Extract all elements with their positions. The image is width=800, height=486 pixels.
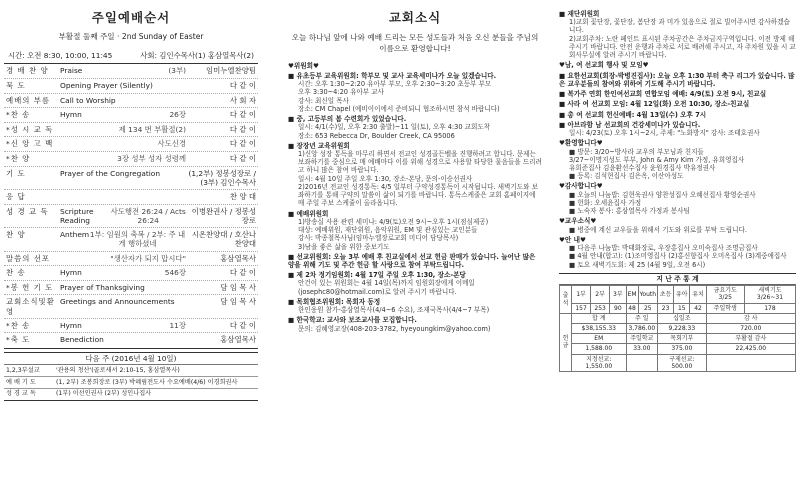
order-row [4, 333, 258, 348]
order-item-line [60, 297, 186, 306]
attendance-head-cell: 새벽기도 3/26~31 [744, 286, 795, 303]
news-section-line: 대상: 예배위원, 재단위원, 음악위원, EM 및 관심있는 교인분들 [298, 226, 478, 235]
order-item-desc: Hymn [60, 320, 82, 330]
order-item-person: 다 같 이 [229, 320, 256, 330]
order-item-desc: Hymn [60, 268, 82, 278]
order-item-desc: Scripture Reading [60, 206, 94, 225]
news-section-head: ■ 목회협조위원회: 목회자 동정 [288, 297, 381, 306]
offering-head-cell: 목회기부 [658, 334, 707, 344]
news-section-head: ■ 아브라함 남 선교회의 건강세미나가 있습니다. [559, 120, 701, 129]
attendance-head-cell: Youth [638, 286, 658, 303]
news-section-line: ■ 노숙자 봉사: 홍삼열목사 가정과 봉사팀 [569, 207, 690, 216]
order-item-person: 다 같 이 [229, 268, 256, 278]
offering-designated-cell: 지정선교: 1,550.00 [572, 354, 627, 371]
order-item-name: 찬 송 [6, 268, 26, 278]
offering-head-cell: 부활절 감사 [706, 334, 795, 344]
order-row [4, 123, 258, 138]
order-item-mid: 26장 [169, 110, 186, 120]
order-row [4, 266, 258, 281]
order-item-person: 이병완권사 / 정봉성장로 [191, 206, 256, 225]
order-item-person: 사 회 자 [229, 95, 256, 105]
order-item-desc: Prayer of the Congregation [60, 168, 161, 178]
news-section-line: 1)신앙 성장 통독을 마무리 하면서 전교인 성경골든벨을 진행하려고 합니다. 문제는 보좌하기를 중심으로 매 예배마다 이를 위해 성경으로 사용할 타당한 물음들을 드리려고 하니 많은 참여 바랍니다. [298, 149, 542, 175]
order-item-name: *찬 송 [6, 320, 31, 330]
news-section [288, 271, 542, 296]
news-section-head: ■ 장장년 교육위원회 [288, 141, 350, 150]
news-section-head: ■ 제 2차 정기임원회: 4월 17일 주일 오후 1:30, 장소-본당 [288, 271, 466, 280]
news-section-head: ■ 한국학교: 교사와 보조교사를 모집합니다. [288, 316, 417, 325]
service-time: 시간: 오전 8:30, 10:00, 11:45 [8, 51, 113, 61]
news-section-head: ■ 복가주 연회 한인여선교회 연합모임 예배: 4/9(토) 오전 9시, 친교실 [559, 90, 767, 99]
news-section-line: ■ 오늘의 나눔밥: 김현욱권사 양찬성집사 오혜선집사 황영순권사 [569, 190, 756, 199]
news-section-head: ■ 유초등부 교육위원회: 학부모 및 교사 교육세미나가 오늘 있겠습니다. [288, 71, 497, 80]
order-item-desc: Opening Prayer (Silently) [60, 80, 153, 90]
news-section-line: 1)방송실 사용 관련 세미나: 4/9(토)오전 9시~오후 1시(점심제공) [298, 217, 489, 226]
order-item-detail [60, 125, 186, 134]
next-week-value: (1부) 이선인권사 (2부) 성인나집사 [56, 390, 152, 398]
offering-head-cell: EM [572, 334, 627, 344]
attendance-value-cell: 157 [572, 303, 591, 313]
order-row [4, 190, 258, 205]
order-item-desc: Hymn [60, 110, 82, 120]
order-item-person: (1,2부) 정봉성장로 / (3부) 김인수목사 [188, 168, 256, 187]
order-row [4, 205, 258, 229]
order-item-line [60, 335, 186, 344]
order-item-line [60, 283, 186, 292]
news-section-line: 오후 3:30~4:20 유아부 교사 [298, 88, 385, 97]
news-section-line: ■ 등록: 김석현집사 김은옥, 이산아성도 [569, 172, 684, 181]
order-row [4, 252, 258, 267]
order-item-person: 홍삼열목사 [220, 335, 256, 345]
next-week-row [4, 389, 258, 400]
news-section-head: ■ 중, 고등부의 봄 수련회가 있었습니다. [288, 115, 407, 124]
next-week-box [4, 352, 258, 401]
attendance-value-row [560, 303, 796, 313]
attendance-head-row [560, 286, 796, 303]
news-section [559, 111, 796, 119]
order-item-desc: Benediction [60, 335, 104, 345]
order-item-person: 다 같 이 [229, 139, 256, 149]
next-week-row [4, 365, 258, 377]
news-section-line: ■ 다음주 나눔밥: 박태화장로, 우장홍집사 오미숙집사 조명금집사 [569, 244, 758, 253]
attendance-label: 출석 [560, 286, 572, 314]
order-item-mid: "생산자가 되지 맙시다" [110, 253, 186, 263]
news-section-head: ■ 선교위원회: 오늘 3부 예배 후 친교실에서 선교 헌금 판매가 있습니다. 늘어난 많은 양을 위해 기도 및 주간 헌금 할 사랑으로 참여 부탁드립니다. [288, 252, 536, 270]
order-item-name: *찬 양 [6, 153, 31, 163]
order-item-detail [60, 297, 186, 306]
order-item-detail [60, 283, 186, 292]
news-section-head: ■ 요한선교회(회장-박병진집사): 오늘 오후 1:30 부터 축구 리그가 있습니다. 많은 교우분들의 참여와 위하여 기도해 주시기 바랍니다. [559, 71, 795, 88]
news-section-line: 강사: 박종철목사님(임마누엘장로교회 미디어 담당목사) [298, 234, 459, 243]
offering-head-row [560, 313, 796, 323]
news-section-head: ■ 재단위원회 [559, 10, 600, 18]
news-section [559, 90, 796, 98]
order-item-line [60, 230, 186, 249]
news-section-line: 3/27~이명지성도 부부, John & Amy Kim 가정, 유희영집사 [569, 155, 745, 164]
news-section [288, 115, 542, 140]
next-week-rows [4, 365, 258, 399]
order-item-detail [60, 268, 186, 277]
next-week-row [4, 377, 258, 389]
order-item-name: 성 경 교 독 [6, 206, 49, 216]
news-section-line: 1)교회 꽃단장, 꽃단장, 봄단장 과 미가 있음으로 절로 빌어주시면 감사하겠습니다. [569, 18, 790, 35]
order-item-detail [60, 154, 186, 163]
order-item-name: 말씀의 선포 [6, 253, 51, 263]
order-item-detail [60, 66, 186, 75]
order-column [0, 0, 268, 486]
attendance-head-cell: 3부 [610, 286, 626, 303]
order-list [4, 63, 258, 349]
news-section-line: 문의: 김혜영교장(408-203-3782, hyeyoungkim@yahoo.com) [298, 324, 491, 333]
news-section-head: ♥교우소식♥ [559, 217, 597, 226]
order-item-detail [60, 207, 186, 226]
news-section-line: 시간: 오후 1:30~2:20 유아부 부모, 오후 2:30~3:20 초등부 부모 [298, 80, 492, 89]
offering-designated-cell [626, 354, 657, 371]
order-item-name: 기 도 [6, 168, 26, 178]
order-title: 주일예배순서 [91, 10, 171, 25]
order-item-person: 다 같 이 [229, 110, 256, 120]
offering-value-cell: 9,228.33 [658, 324, 707, 334]
order-item-detail [60, 81, 186, 90]
order-item-detail [60, 169, 186, 178]
news-section-line: 장소: CM Chapel (예비이이에서 준비되니 협조하시면 참석 바랍니다) [298, 104, 500, 113]
stats-caption: 지 난 주 통 계 [559, 274, 796, 285]
order-row [4, 319, 258, 334]
news-section [559, 10, 796, 59]
offering-value-cell: 720.00 [706, 324, 795, 334]
order-item-line [60, 125, 186, 134]
service-leader: 사회: 김인수목사(1) 홍삼열목사(2) [140, 51, 254, 61]
attendance-value-cell: 23 [658, 303, 674, 313]
offering-value-cell: $38,155.33 [572, 324, 627, 334]
order-item-person: 다 같 이 [229, 80, 256, 90]
news-section-line: 장소: 653 Rebecca Dr, Boulder Creek, CA 95006 [298, 131, 455, 140]
attendance-value-cell: 48 [626, 303, 638, 313]
order-item-mid: 3장 성부 성자 성령께 [117, 153, 186, 163]
offering-head-row-2 [560, 334, 796, 344]
news-section [559, 139, 796, 180]
order-item-desc: Greetings and Announcements [60, 297, 175, 307]
order-item-name: *신 앙 고 백 [6, 139, 54, 149]
news-section-line: ■ 헌화: 오세윤집사 가정 [569, 198, 642, 207]
order-item-line [60, 169, 186, 178]
order-row [4, 79, 258, 94]
order-row [4, 137, 258, 152]
offering-designated-cell: 구제선교: 500.00 [658, 354, 707, 371]
next-week-value: '관용의 청산'(골로새서 2:10-15, 홍삼열목사) [56, 366, 180, 374]
news-title: 교회소식 [388, 10, 442, 25]
news-section-head: ♥감사합니다♥ [559, 182, 603, 191]
order-item-name: 묵 도 [6, 80, 26, 90]
news-section [288, 210, 542, 251]
next-week-title: 다음 주 (2016년 4월 10일) [4, 353, 258, 365]
order-item-mid: (3부) [168, 66, 186, 76]
news-section [559, 121, 796, 137]
attendance-value-cell: 42 [690, 303, 706, 313]
order-item-person: 찬 양 대 [229, 192, 256, 202]
news-section-line: 일시: 4/23(토) 오후 1시~2시, 주제: "노화방지" 강사: 조태호권사 [569, 129, 760, 138]
news-sections [288, 62, 542, 333]
offering-value-cell: 3,786.00 [626, 324, 657, 334]
order-item-line [60, 110, 186, 119]
news-column [284, 0, 548, 486]
news-section [559, 182, 796, 215]
news-section-line: 2)2016년 전교인 성경통독: 4/5 일부터 구약성경통독이 시작됩니다. 새벽기도와 보좌하기를 통해 구약의 말씀이 삶이 되기를 바랍니다. 통독스케줄은 교회 홈페이지에 매 주일 주보 스케쥴이 올라옵니다. [298, 182, 538, 208]
next-week-label: 1,2,3부설교 [6, 366, 40, 374]
news-section [288, 298, 542, 314]
news-section-line: 안건이 있는 위원회는 4월 14일(목)까지 임원회장에게 이메일(josephc80@hotmail.com)로 알려 주시기 바랍니다. [298, 279, 475, 296]
offering-row-1 [560, 324, 796, 334]
order-item-name: 교회소식및환영 [6, 297, 55, 316]
next-week-label: 예 배 기 도 [6, 378, 36, 386]
next-week-label: 성 경 교 독 [6, 390, 36, 398]
offering-value-cell: 33.00 [626, 344, 657, 354]
order-row [4, 281, 258, 296]
order-item-name: 예배의 부름 [6, 95, 51, 105]
order-row [4, 295, 258, 319]
order-item-name: 응 답 [6, 192, 26, 202]
order-item-line [60, 96, 186, 105]
offering-value-cell: 22,425.00 [706, 344, 795, 354]
order-item-line [60, 321, 186, 330]
order-item-desc: Anthem [60, 230, 90, 240]
order-item-mid: 사도신경 [157, 139, 186, 149]
order-item-detail [60, 110, 186, 119]
offering-designated-cell [706, 354, 795, 371]
news-section [559, 217, 796, 233]
order-item-detail [60, 321, 186, 330]
attendance-head-cell: 유아 [674, 286, 690, 303]
attendance-head-cell: 2부 [591, 286, 610, 303]
order-item-line [60, 139, 186, 148]
news-intro: 오늘 하나님 앞에 나와 예배 드리는 모든 성도들과 처음 오신 분들을 주님의 이름으로 환영합니다! [291, 32, 539, 53]
news-section [288, 316, 542, 332]
attendance-value-cell: 253 [591, 303, 610, 313]
news-section-head: ■ 예배위원회 [288, 209, 329, 218]
news-section [559, 100, 796, 108]
order-item-mid: 1부: 임원의 축복 / 2부: 주 내게 행하셨네 [89, 230, 186, 249]
news-section-line: ■ 방문: 3/20~방사라 교우의 부모님과 친지들 [569, 147, 704, 156]
order-item-desc: Call to Worship [60, 95, 116, 105]
side-sections [559, 10, 796, 269]
attendance-value-cell: 15 [674, 303, 690, 313]
order-item-name: *성 시 교 독 [6, 124, 54, 134]
news-section-line: 2)교회주차: 노란 페인트 표시된 주차공간은 주차금지구역입니다. 이전 방제 해 주시기 바랍니다. 안전 운행과 주차로 서로 배려해 주시고, 자 주차원 있을 시 교회사무실에 알려 주시기 바랍니다. [569, 34, 796, 60]
news-section-head: ♥위원회♥ [288, 61, 319, 70]
offering-value-cell: 375.00 [658, 344, 707, 354]
news-section-head: ♥남, 여 선교회 행사 및 모임♥ [559, 61, 649, 70]
order-row [4, 152, 258, 167]
attendance-head-cell: 유치 [690, 286, 706, 303]
order-item-person: 다 같 이 [229, 153, 256, 163]
order-item-line [60, 268, 186, 277]
attendance-value-cell: 90 [610, 303, 626, 313]
order-item-detail [60, 254, 186, 263]
news-section [288, 253, 542, 269]
offering-head-cell: 주 일 [626, 313, 657, 323]
order-item-mid: 제 134 번 부활절(2) [118, 124, 186, 134]
order-item-line [60, 207, 186, 226]
order-item-name: *찬 송 [6, 110, 31, 120]
attendance-head-cell: 초등 [658, 286, 674, 303]
order-item-person: 홍삼열목사 [220, 253, 256, 263]
attendance-head-cell: 1부 [572, 286, 591, 303]
order-item-mid: 546장 [164, 268, 186, 278]
side-column [553, 0, 800, 486]
order-item-name: *축 도 [6, 335, 31, 345]
order-item-mid: 11장 [169, 320, 186, 330]
news-section-line: 3)남을 좋은 삶을 위한 중보기도 [298, 242, 390, 251]
news-section-head: ■ 총 여 선교회 헌신예배: 4월 13일(수) 오후 7시 [559, 110, 707, 119]
order-item-name: 찬 양 [6, 230, 26, 240]
news-section [559, 72, 796, 88]
attendance-head-cell: EM [626, 286, 638, 303]
news-section [288, 142, 542, 208]
order-item-person: 담 임 목 사 [220, 297, 256, 307]
news-section-line: ■ 병중에 계신 교우들을 위해서 기도와 위로를 부탁 드립니다. [569, 225, 747, 234]
order-item-person: 시온찬양대 / 호산나찬양대 [191, 230, 256, 249]
next-week-value: (1, 2부) 조봉희장로 (3부) 박혜림전도사 수요예배(4/6) 이경희권사 [56, 378, 238, 386]
order-item-desc: Prayer of Thanksgiving [60, 282, 145, 292]
offering-label: 헌금 [560, 313, 572, 371]
order-item-detail [60, 230, 186, 249]
news-section-line: 유희준집사 김윤환선수집사 윤원경집사 박유정권사 [569, 163, 716, 172]
attendance-value-cell: 주일학생 [706, 303, 744, 313]
news-section-line: 한인웅원 참가-홍삼열목사(4/4~6 수요), 조재국목사(4/4~7 부목) [298, 306, 490, 315]
news-section-head: ■ 사라 여 선교회 모임: 4월 12일(화) 오전 10:30, 장소-친교실 [559, 100, 750, 109]
news-section [559, 61, 796, 69]
order-item-line [60, 66, 186, 75]
offering-head-cell: 합 계 [572, 313, 627, 323]
news-section-line: 강사: 최신일 목사 [298, 96, 350, 105]
news-section-line: ■ 4월 안내(합고): (1)조미영집사 (2)홍신향집사 오미옥집사 (3)계중애집사 [569, 252, 787, 261]
order-row [4, 228, 258, 252]
order-item-person: 임미누엘찬양팀 [206, 66, 256, 76]
order-item-person: 다 같 이 [229, 124, 256, 134]
order-item-line [60, 154, 186, 163]
offering-row-2 [560, 344, 796, 354]
stats-table [559, 273, 796, 372]
news-section-head: ♥안 내♥ [559, 235, 586, 244]
order-row [4, 94, 258, 109]
order-item-mid: 사도행전 26:24 / Acts 26:24 [110, 206, 186, 225]
order-item-name: 경 배 찬 양 [6, 66, 49, 76]
order-item-detail [60, 335, 186, 344]
offering-value-cell: 1,588.00 [572, 344, 627, 354]
order-item-detail [60, 96, 186, 105]
order-row [4, 108, 258, 123]
order-item-desc: Praise [60, 66, 83, 76]
news-section [288, 62, 542, 70]
order-row [4, 167, 258, 191]
order-subtitle: 부활절 둘째 주일 · 2nd Sunday of Easter [58, 31, 204, 41]
offering-head-cell: 감 사 [706, 313, 795, 323]
news-section-line: 일시: 4월 10일 주일 오후 1:30, 장소-본당, 문의-이승선권사 [298, 174, 473, 183]
service-info [4, 51, 258, 60]
order-item-person: 담 임 목 사 [220, 282, 256, 292]
news-section-line: 일시: 4/1(수)일, 오후 2:30 출발)~11 일(토), 오후 4:30 교회도착 [298, 123, 491, 132]
news-section [288, 72, 542, 113]
offering-row-3 [560, 354, 796, 371]
attendance-value-cell: 25 [638, 303, 658, 313]
news-section-line: ■ 토요 새벽기도회: 제 25 (4월 9일, 오전 6시) [569, 260, 706, 269]
attendance-value-cell: 178 [744, 303, 795, 313]
order-row [4, 64, 258, 79]
attendance-head-cell: 금요기도 3/25 [706, 286, 744, 303]
order-item-name: *봉 헌 기 도 [6, 282, 54, 292]
news-section-head: ♥환영합니다♥ [559, 139, 603, 148]
offering-head-cell: 주일학교 [626, 334, 657, 344]
news-section [559, 236, 796, 269]
order-item-detail [60, 139, 186, 148]
order-item-line [60, 81, 186, 90]
offering-head-cell: 십일조 [658, 313, 707, 323]
order-item-line [60, 254, 186, 263]
